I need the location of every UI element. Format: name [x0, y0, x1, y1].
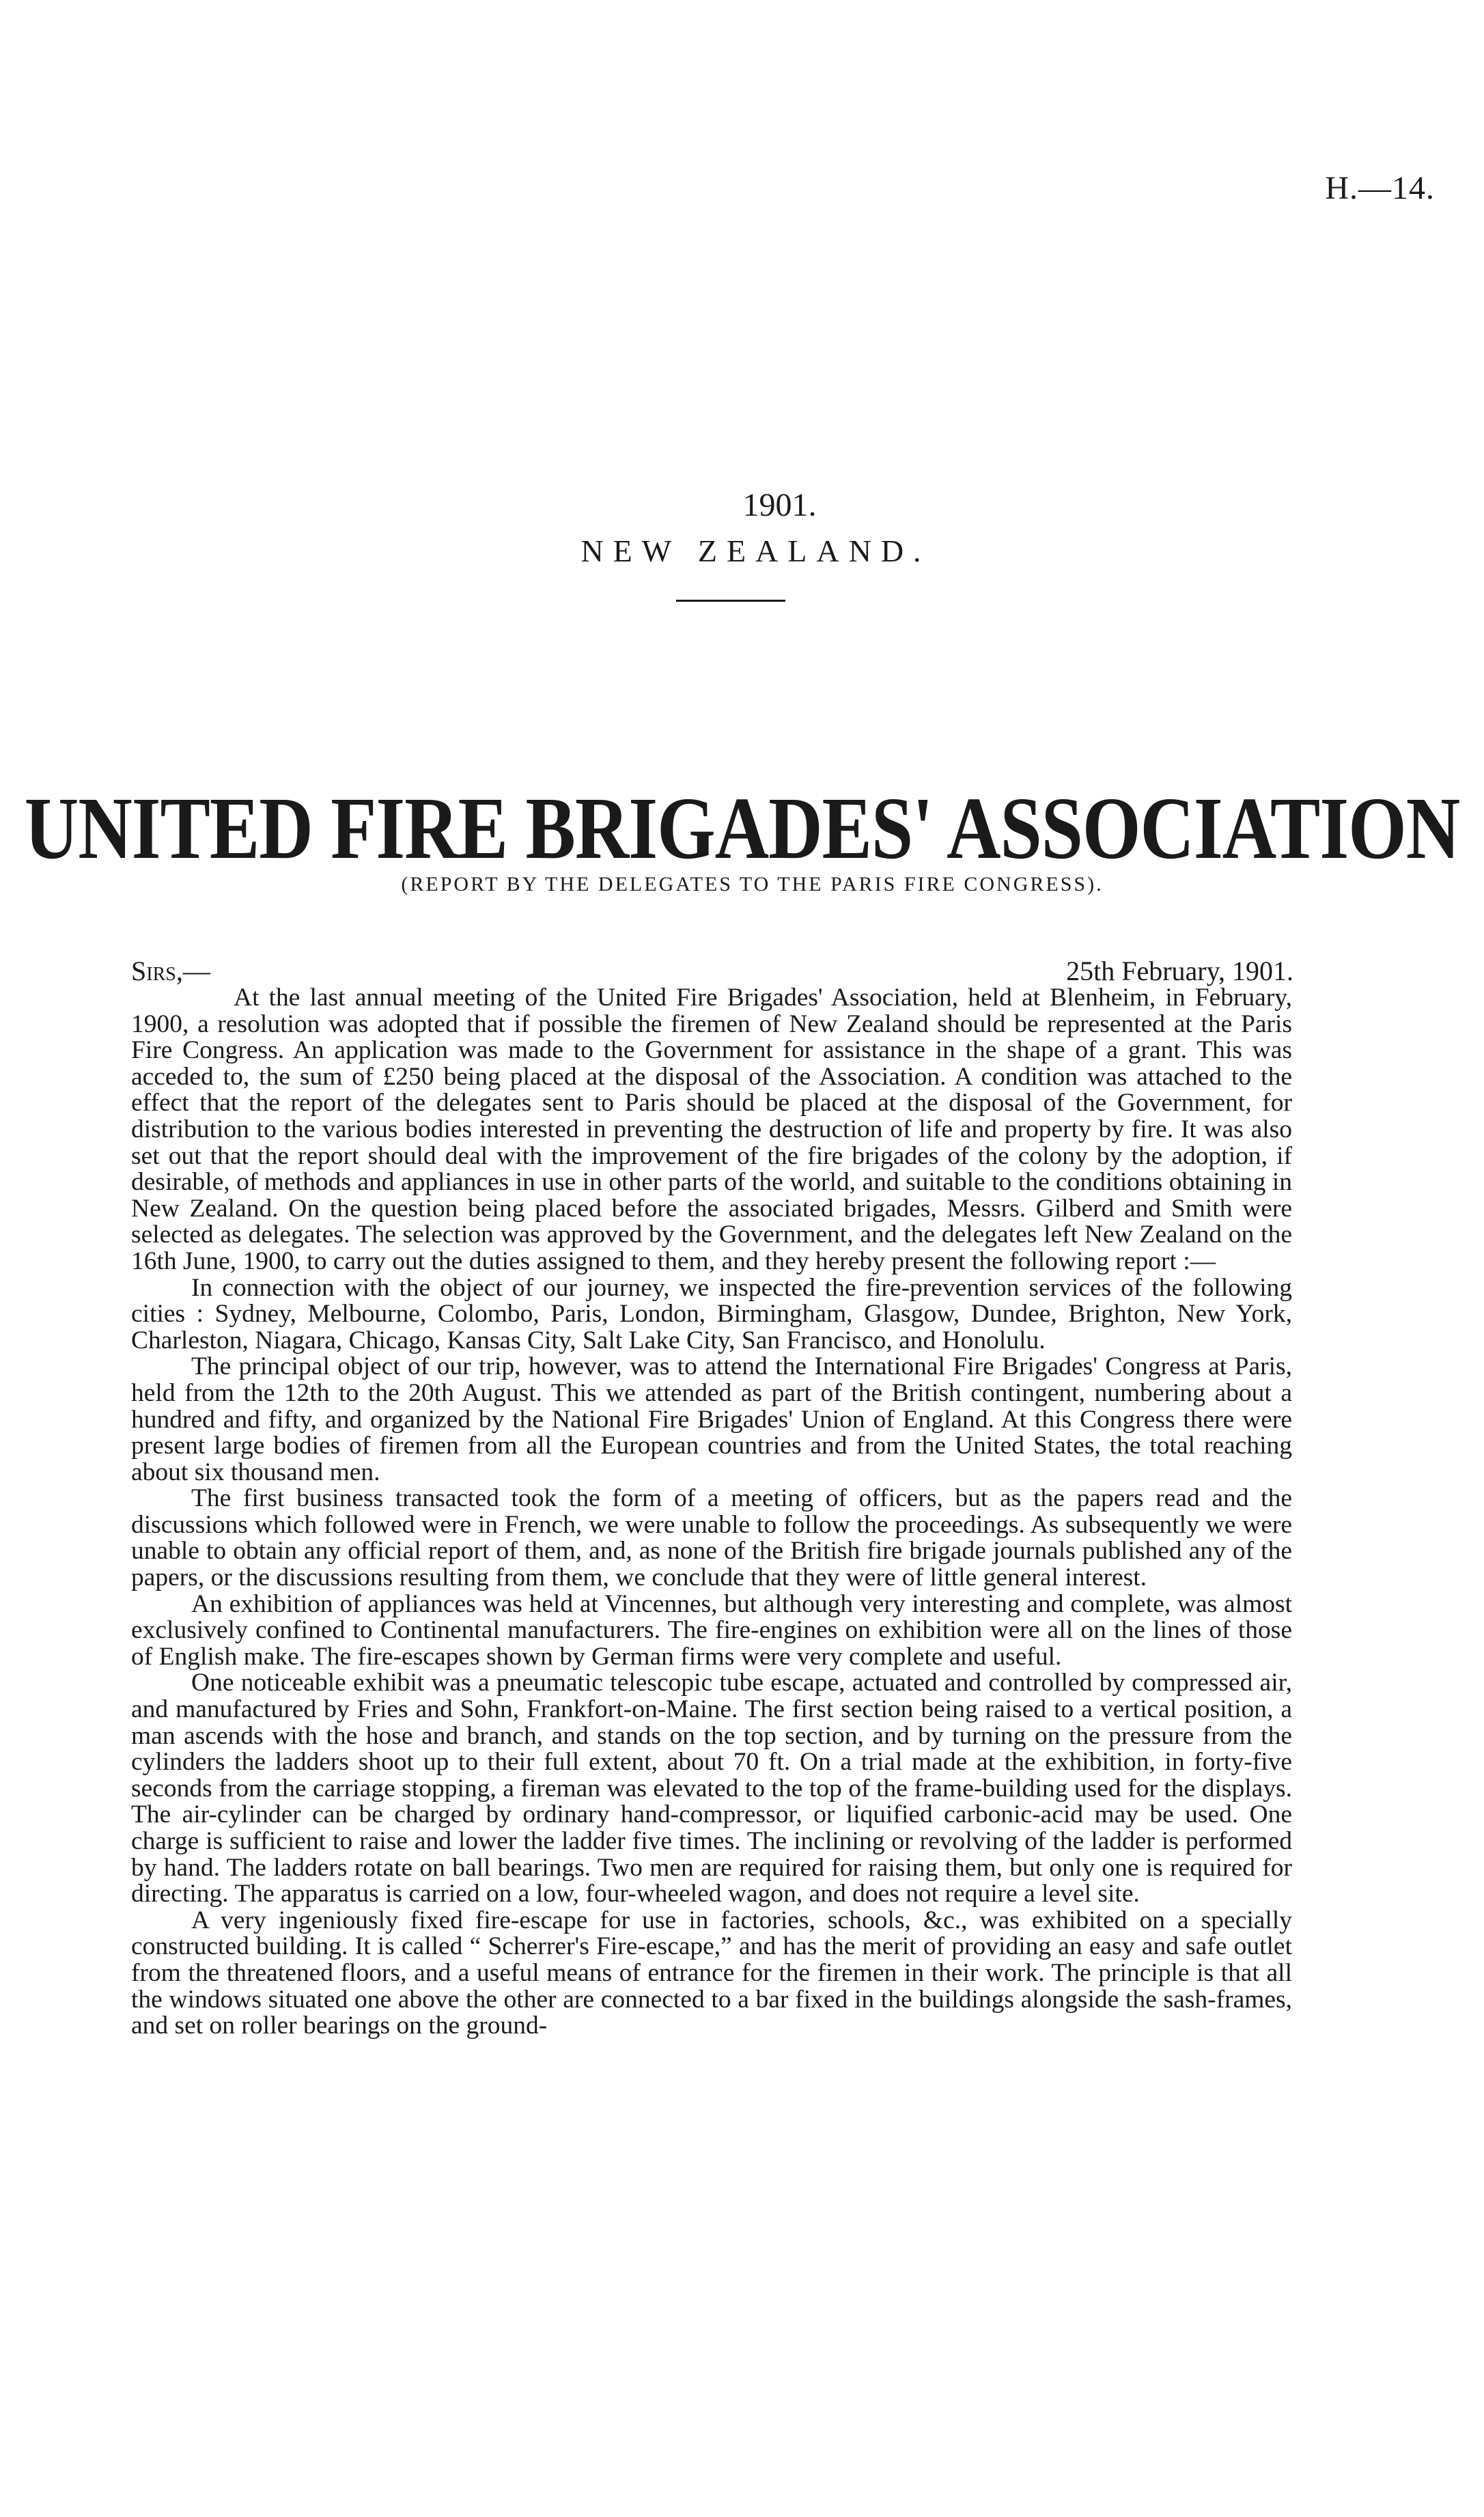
letter-head	[131, 955, 1292, 988]
main-title: UNITED FIRE BRIGADES' ASSOCIATION	[24, 779, 1460, 878]
paragraph: The first business transacted took the form of a meeting of officers, but as the papers read and the discussions which followed were in French, we were unable to follow the proceedings. As subsequently we were unable to obtain any official report of them, and, as none of the British fire brigade journals published any of the papers, or the discussions resulting from them, we conclude that they were of little general interest.	[131, 1484, 1292, 1592]
paragraph: One noticeable exhibit was a pneumatic telescopic tube escape, actuated and controlled by compressed air, and manufactured by Fries and Sohn, Frankfort-on-Maine. The first section being raised to a vertical position, a man ascends with the hose and branch, and stands on the top section, and by turning on the pressure from the cylinders the ladders shoot up to their full extent, about 70 ft. On a trial made at the exhibition, in forty-five seconds from the carriage stopping, a fireman was elevated to the top of the frame-building used for the displays. The air-cylinder can be charged by ordinary hand-compressor, or liquified carbonic-acid may be used. One charge is sufficient to raise and lower the ladder five times. The inclining or revolving of the ladder is performed by hand. The ladders rotate on ball bearings. Two men are required for raising them, but only one is required for directing. The apparatus is carried on a low, four-wheeled wagon, and does not require a level site.	[131, 1669, 1292, 1908]
document-country: NEW ZEALAND.	[580, 533, 931, 568]
salutation: Sirs,—	[131, 956, 210, 986]
paragraph: At the last annual meeting of the United Fire Brigades' Association, held at Blenheim, in February, 1900, a resolution was adopted that if possible the firemen of New Zealand should be represented at the Paris Fire Congress. An application was made to the Government for assistance in the shape of a grant. This was acceded to, the sum of £250 being placed at the disposal of the Association. A condition was attached to the effect that the report of the delegates sent to Paris should be placed at the disposal of the Government, for distribution to the various bodies interested in preventing the destruction of life and property by fire. It was also set out that the report should deal with the improvement of the fire brigades of the colony by the adoption, if desirable, of methods and appliances in use in other parts of the world, and suitable to the conditions obtaining in New Zealand. On the question being placed before the associated brigades, Messrs. Gilberd and Smith were selected as delegates. The selection was approved by the Government, and the delegates left New Zealand on the 16th June, 1900, to carry out the duties assigned to them, and they hereby present the following report :—	[131, 984, 1292, 1275]
paragraph: The principal object of our trip, however, was to attend the International Fire Brigades' Congress at Paris, held from the 12th to the 20th August. This we attended as part of the British contingent, numbering about a hundred and fifty, and organized by the National Fire Brigades' Union of England. At this Congress there were present large bodies of firemen from all the European countries and from the United States, the total reaching about six thousand men.	[131, 1352, 1292, 1486]
document-year: 1901.	[742, 487, 817, 523]
subtitle: (REPORT BY THE DELEGATES TO THE PARIS FIRE CONGRESS).	[401, 873, 1104, 895]
page-reference: H.—14.	[1325, 170, 1435, 206]
paragraph: In connection with the object of our journey, we inspected the fire-prevention services of the following cities : Sydney, Melbourne, Colombo, Paris, London, Birmingham, Glasgow, Dundee, Brighton, New York, Charleston, Niagara, Chicago, Kansas City, Salt Lake City, San Francisco, and Honolulu.	[131, 1273, 1292, 1354]
title-rule	[676, 600, 785, 602]
letter-date: 25th February, 1901.	[1066, 956, 1293, 986]
letter-body	[131, 985, 1292, 2040]
paragraph: An exhibition of appliances was held at Vincennes, but although very interesting and complete, was almost exclusively confined to Continental manufacturers. The fire-engines on exhibition were all on the lines of those of English make. The fire-escapes shown by German firms were very complete and useful.	[131, 1589, 1292, 1671]
paragraph: A very ingeniously fixed fire-escape for use in factories, schools, &c., was exhibited on a specially constructed building. It is called “ Scherrer's Fire-escape,” and has the merit of providing an easy and safe outlet from the threatened floors, and a useful means of entrance for the firemen in their work. The principle is that all the windows situated one above the other are connected to a bar fixed in the buildings alongside the sash-frames, and set on roller bearings on the ground-	[131, 1906, 1292, 2040]
